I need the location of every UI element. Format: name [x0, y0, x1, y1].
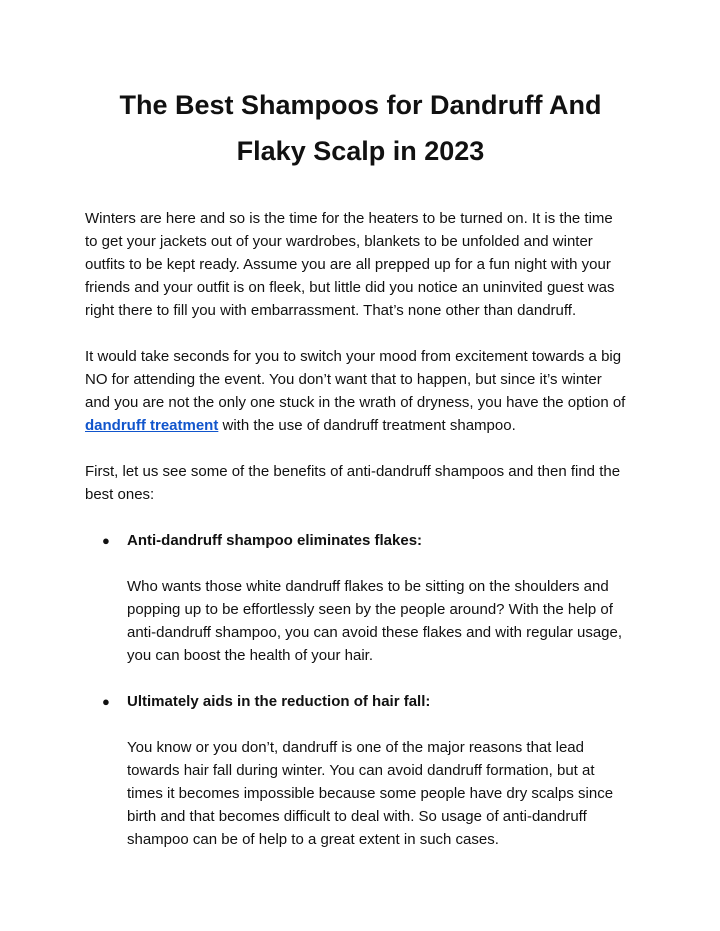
treatment-line-tail: with the use of dandruff treatment shampoo.	[218, 417, 516, 434]
bullet-icon: ●	[102, 694, 110, 709]
treatment-line-with-link	[85, 414, 636, 437]
intro-paragraph	[85, 207, 636, 322]
treatment-line: It would take seconds for you to switch your mood from excitement towards a big	[85, 348, 622, 365]
title-line: The Best Shampoos for Dandruff And	[119, 90, 602, 120]
benefit-body-line: You know or you don’t, dandruff is one of the major reasons that lead	[127, 739, 584, 756]
benefit-body-line: towards hair fall during winter. You can avoid dandruff formation, but at	[127, 762, 595, 779]
benefit-item	[85, 690, 636, 851]
benefits-intro-paragraph	[85, 460, 636, 506]
benefits-intro-line: best ones:	[85, 486, 155, 503]
benefit-body	[127, 575, 636, 667]
benefit-body-line: anti-dandruff shampoo, you can avoid these flakes and with regular usage,	[127, 624, 623, 641]
title-line: Flaky Scalp in 2023	[236, 136, 485, 166]
intro-line: to get your jackets out of your wardrobes, blankets to be unfolded and winter	[85, 233, 593, 250]
benefit-body-line: you can boost the health of your hair.	[127, 647, 373, 664]
benefit-body-line: Who wants those white dandruff flakes to be sitting on the shoulders and	[127, 578, 609, 595]
bullet-icon: ●	[102, 533, 110, 548]
treatment-line: NO for attending the event. You don’t want that to happen, but since it’s winter	[85, 371, 602, 388]
benefit-heading-text: Anti-dandruff shampoo eliminates flakes:	[127, 532, 423, 549]
benefit-body-line: shampoo can be of help to a great extent in such cases.	[127, 831, 499, 848]
treatment-line: and you are not the only one stuck in the wrath of dryness, you have the option of	[85, 394, 626, 411]
treatment-paragraph	[85, 345, 636, 437]
benefit-heading	[102, 529, 636, 552]
benefit-heading-text: Ultimately aids in the reduction of hair fall:	[127, 693, 431, 710]
benefit-body-line: birth and that becomes difficult to deal with. So usage of anti-dandruff	[127, 808, 587, 825]
page-title	[85, 82, 636, 174]
intro-line: friends and your outfit is on fleek, but little did you notice an uninvited guest was	[85, 279, 615, 296]
intro-line: right there to fill you with embarrassment. That’s none other than dandruff.	[85, 302, 577, 319]
intro-line: Winters are here and so is the time for the heaters to be turned on. It is the time	[85, 210, 613, 227]
intro-line: outfits to be kept ready. Assume you are all prepped up for a fun night with your	[85, 256, 611, 273]
benefit-heading	[102, 690, 636, 713]
benefit-body-line: popping up to be effortlessly seen by the people around? With the help of	[127, 601, 613, 618]
benefit-body-line: times it becomes impossible because some people have dry scalps since	[127, 785, 614, 802]
benefit-item	[85, 529, 636, 667]
benefits-intro-line: First, let us see some of the benefits of anti-dandruff shampoos and then find the	[85, 463, 621, 480]
dandruff-treatment-link[interactable]: dandruff treatment	[85, 417, 219, 434]
benefit-body	[127, 736, 636, 851]
